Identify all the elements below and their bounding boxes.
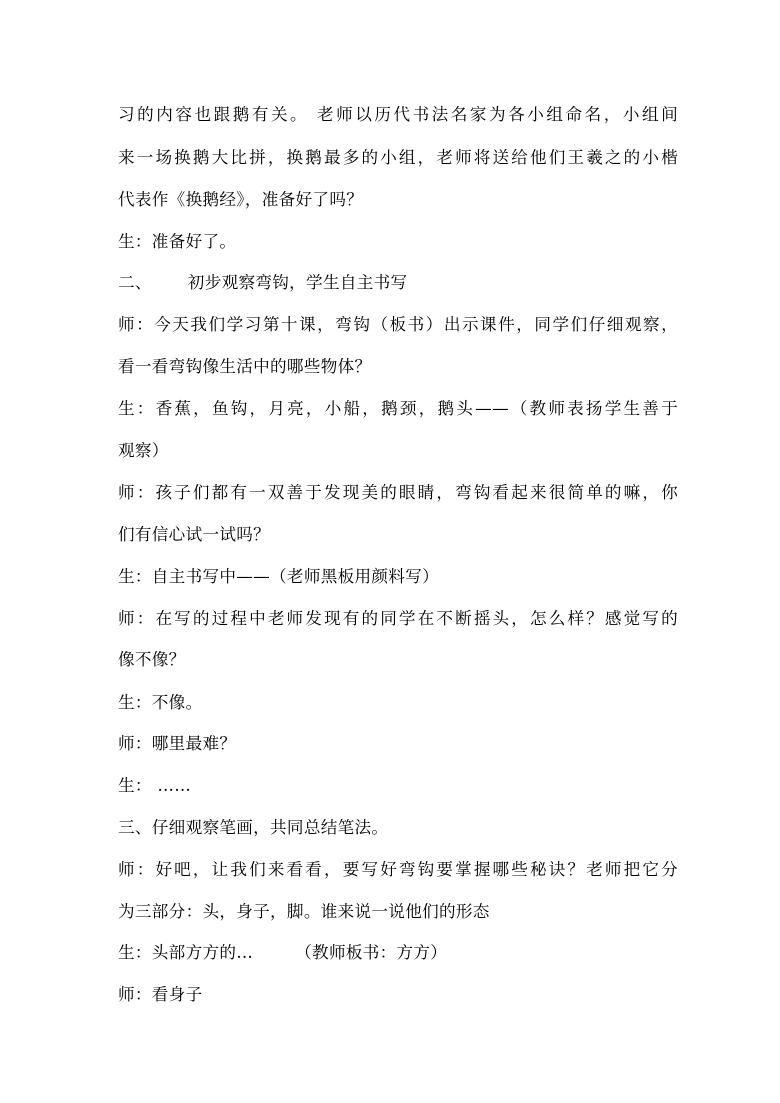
text-line-3: 代表作《换鹅经》，准备好了吗？ (118, 190, 364, 209)
text-line-9: 观察） (118, 441, 169, 460)
text-line-19: 师：好吧，让我们来看看，要写好弯钩要掌握哪些秘诀？老师把它分 (118, 860, 678, 879)
text-line-13: 师：在写的过程中老师发现有的同学在不断摇头，怎么样？感觉写的 (118, 609, 678, 628)
teacher-note: （教师板书：方方） (295, 943, 448, 962)
section-heading-2 (118, 271, 678, 295)
text-line-21 (118, 941, 678, 965)
text-line-2: 来一场换鹅大比拼，换鹅最多的小组，老师将送给他们王羲之的小楷 (118, 148, 678, 167)
text-line-16: 师：哪里最难？ (118, 734, 237, 753)
text-line-8: 生：香蕉，鱼钩，月亮，小船，鹅颈，鹅头——（教师表扬学生善于 (118, 399, 678, 418)
text-line-17: 生： …… (118, 776, 192, 795)
text-line-15: 生：不像。 (118, 693, 203, 712)
text-line-7: 看一看弯钩像生活中的哪些物体？ (118, 357, 372, 376)
section-heading-3: 三、仔细观察笔画，共同总结笔法。 (118, 818, 389, 837)
text-line-1: 习的内容也跟鹅有关。 老师以历代书法名家为各小组命名，小组间 (118, 105, 678, 124)
student-answer: 生：头部方方的… (118, 943, 254, 962)
section-title-2: 初步观察弯钩，学生自主书写 (187, 273, 408, 292)
text-line-22: 师：看身子 (118, 985, 203, 1004)
text-line-12: 生：自主书写中——（老师黑板用颜料写） (118, 567, 439, 586)
text-line-6: 师：今天我们学习第十课，弯钩（板书）出示课件，同学们仔细观察， (118, 315, 678, 334)
text-line-10: 师：孩子们都有一双善于发现美的眼睛，弯钩看起来很简单的嘛，你 (118, 483, 678, 502)
text-line-11: 们有信心试一试吗？ (118, 525, 271, 544)
section-number-2: 二、 (118, 273, 152, 292)
text-line-4: 生：准备好了。 (118, 232, 237, 251)
text-line-20: 为三部分：头，身子，脚。谁来说一说他们的形态 (118, 902, 490, 921)
text-line-14: 像不像？ (118, 650, 186, 669)
